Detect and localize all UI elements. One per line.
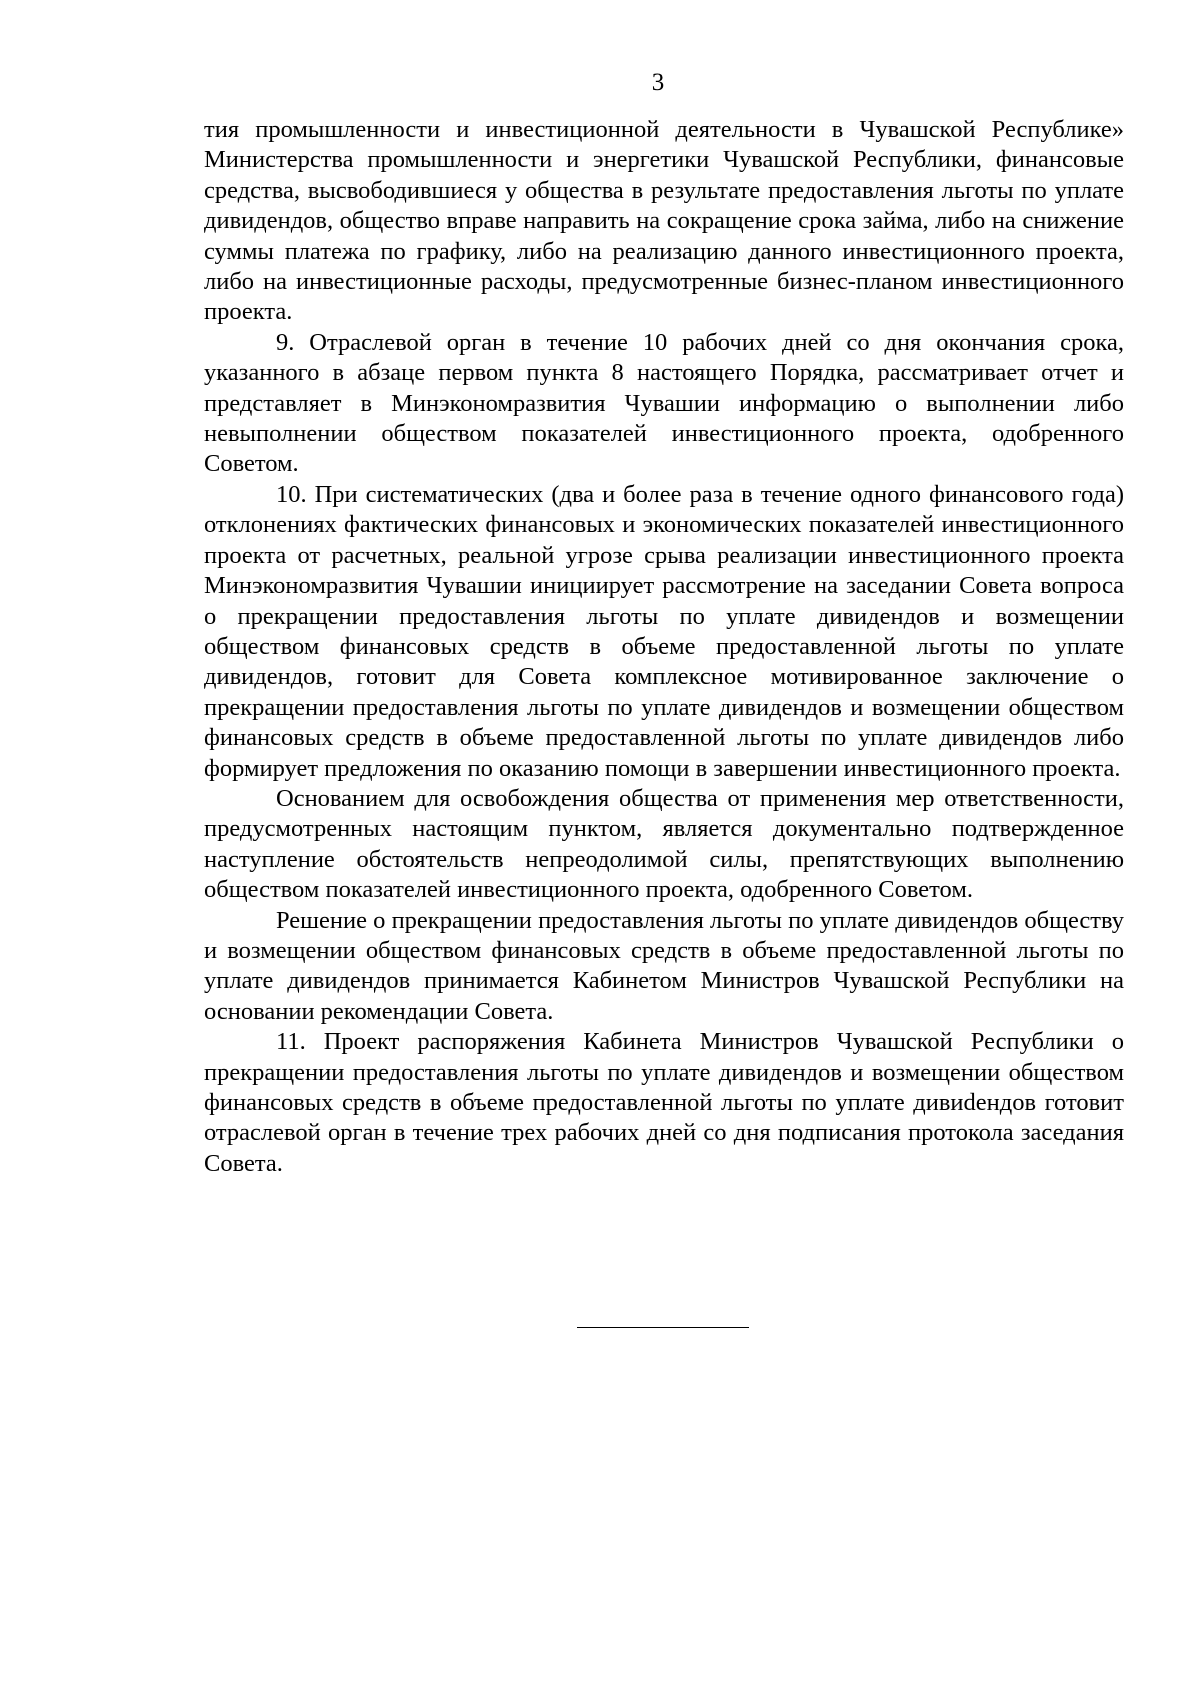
paragraph-item-9: 9. Отраслевой орган в течение 10 рабочих дней со дня окончания срока, указанного в абзаце первом пункта 8 настоящего Порядка, рассматривает отчет и представляет в Минэкономразвития Чувашии информацию о выполнении либо невыполнении обществом показателей инвестиционного проекта, одобренного Советом. [204, 328, 1124, 478]
page-number: 3 [651, 69, 665, 96]
paragraph-termination-decision: Решение о прекращении предоставления льготы по уплате дивидендов обществу и возмещении обществом финансовых средств в объеме предоставленной льготы по уплате дивидендов принимается Кабинетом Министров Чувашской Республики на основании рекомендации Совета. [204, 906, 1124, 1025]
paragraph-force-majeure: Основанием для освобождения общества от применения мер ответственности, предусмотренных настоящим пунктом, является документально подтвержденное наступление обстоятельств непреодолимой силы, препятствующих выполнению обществом показателей инвестиционного проекта, одобренного Советом. [204, 784, 1124, 904]
paragraph-continuation-8: тия промышленности и инвестиционной деятельности в Чувашской Республике» Министерства промышленности и энергетики Чувашской Республики, финансовые средства, высвободившиеся у общества в результате предоставления льготы по уплате дивидендов, общество вправе направить на сокращение срока займа, либо на снижение суммы платежа по графику, либо на реализацию данного инвестиционного проекта, либо на инвестиционные расходы, предусмотренные бизнес-планом инвестиционного проекта. [204, 116, 1124, 326]
paragraph-item-10: 10. При систематических (два и более раза в течение одного финансового года) отклонениях фактических финансовых и экономических показателей инвестиционного проекта от расчетных, реальной угрозе срыва реализации инвестиционного проекта Минэкономразвития Чувашии инициирует рассмотрение на заседании Совета вопроса о прекращении предоставления льготы по уплате дивидендов и возмещении обществом финансовых средств в объеме предоставленной льготы по уплате дивидендов, готовит для Совета комплексное мотивированное заключение о прекращении предоставления льготы по уплате дивидендов и возмещении обществом финансовых средств в объеме предоставленной льготы по уплате дивидендов либо формирует предложения по оказанию помощи в завершении инвестиционного проекта. [204, 480, 1124, 782]
paragraph-item-11: 11. Проект распоряжения Кабинета Министров Чувашской Республики о прекращении предоставления льготы по уплате дивидендов и возмещении обществом финансовых средств в объеме предоставленной льготы по уплате дивиdендов готовит отраслевой орган в течение трех рабочих дней со дня подписания протокола заседания Совета. [204, 1028, 1124, 1177]
document-body [204, 115, 1124, 1179]
end-of-document-rule [577, 1327, 749, 1328]
